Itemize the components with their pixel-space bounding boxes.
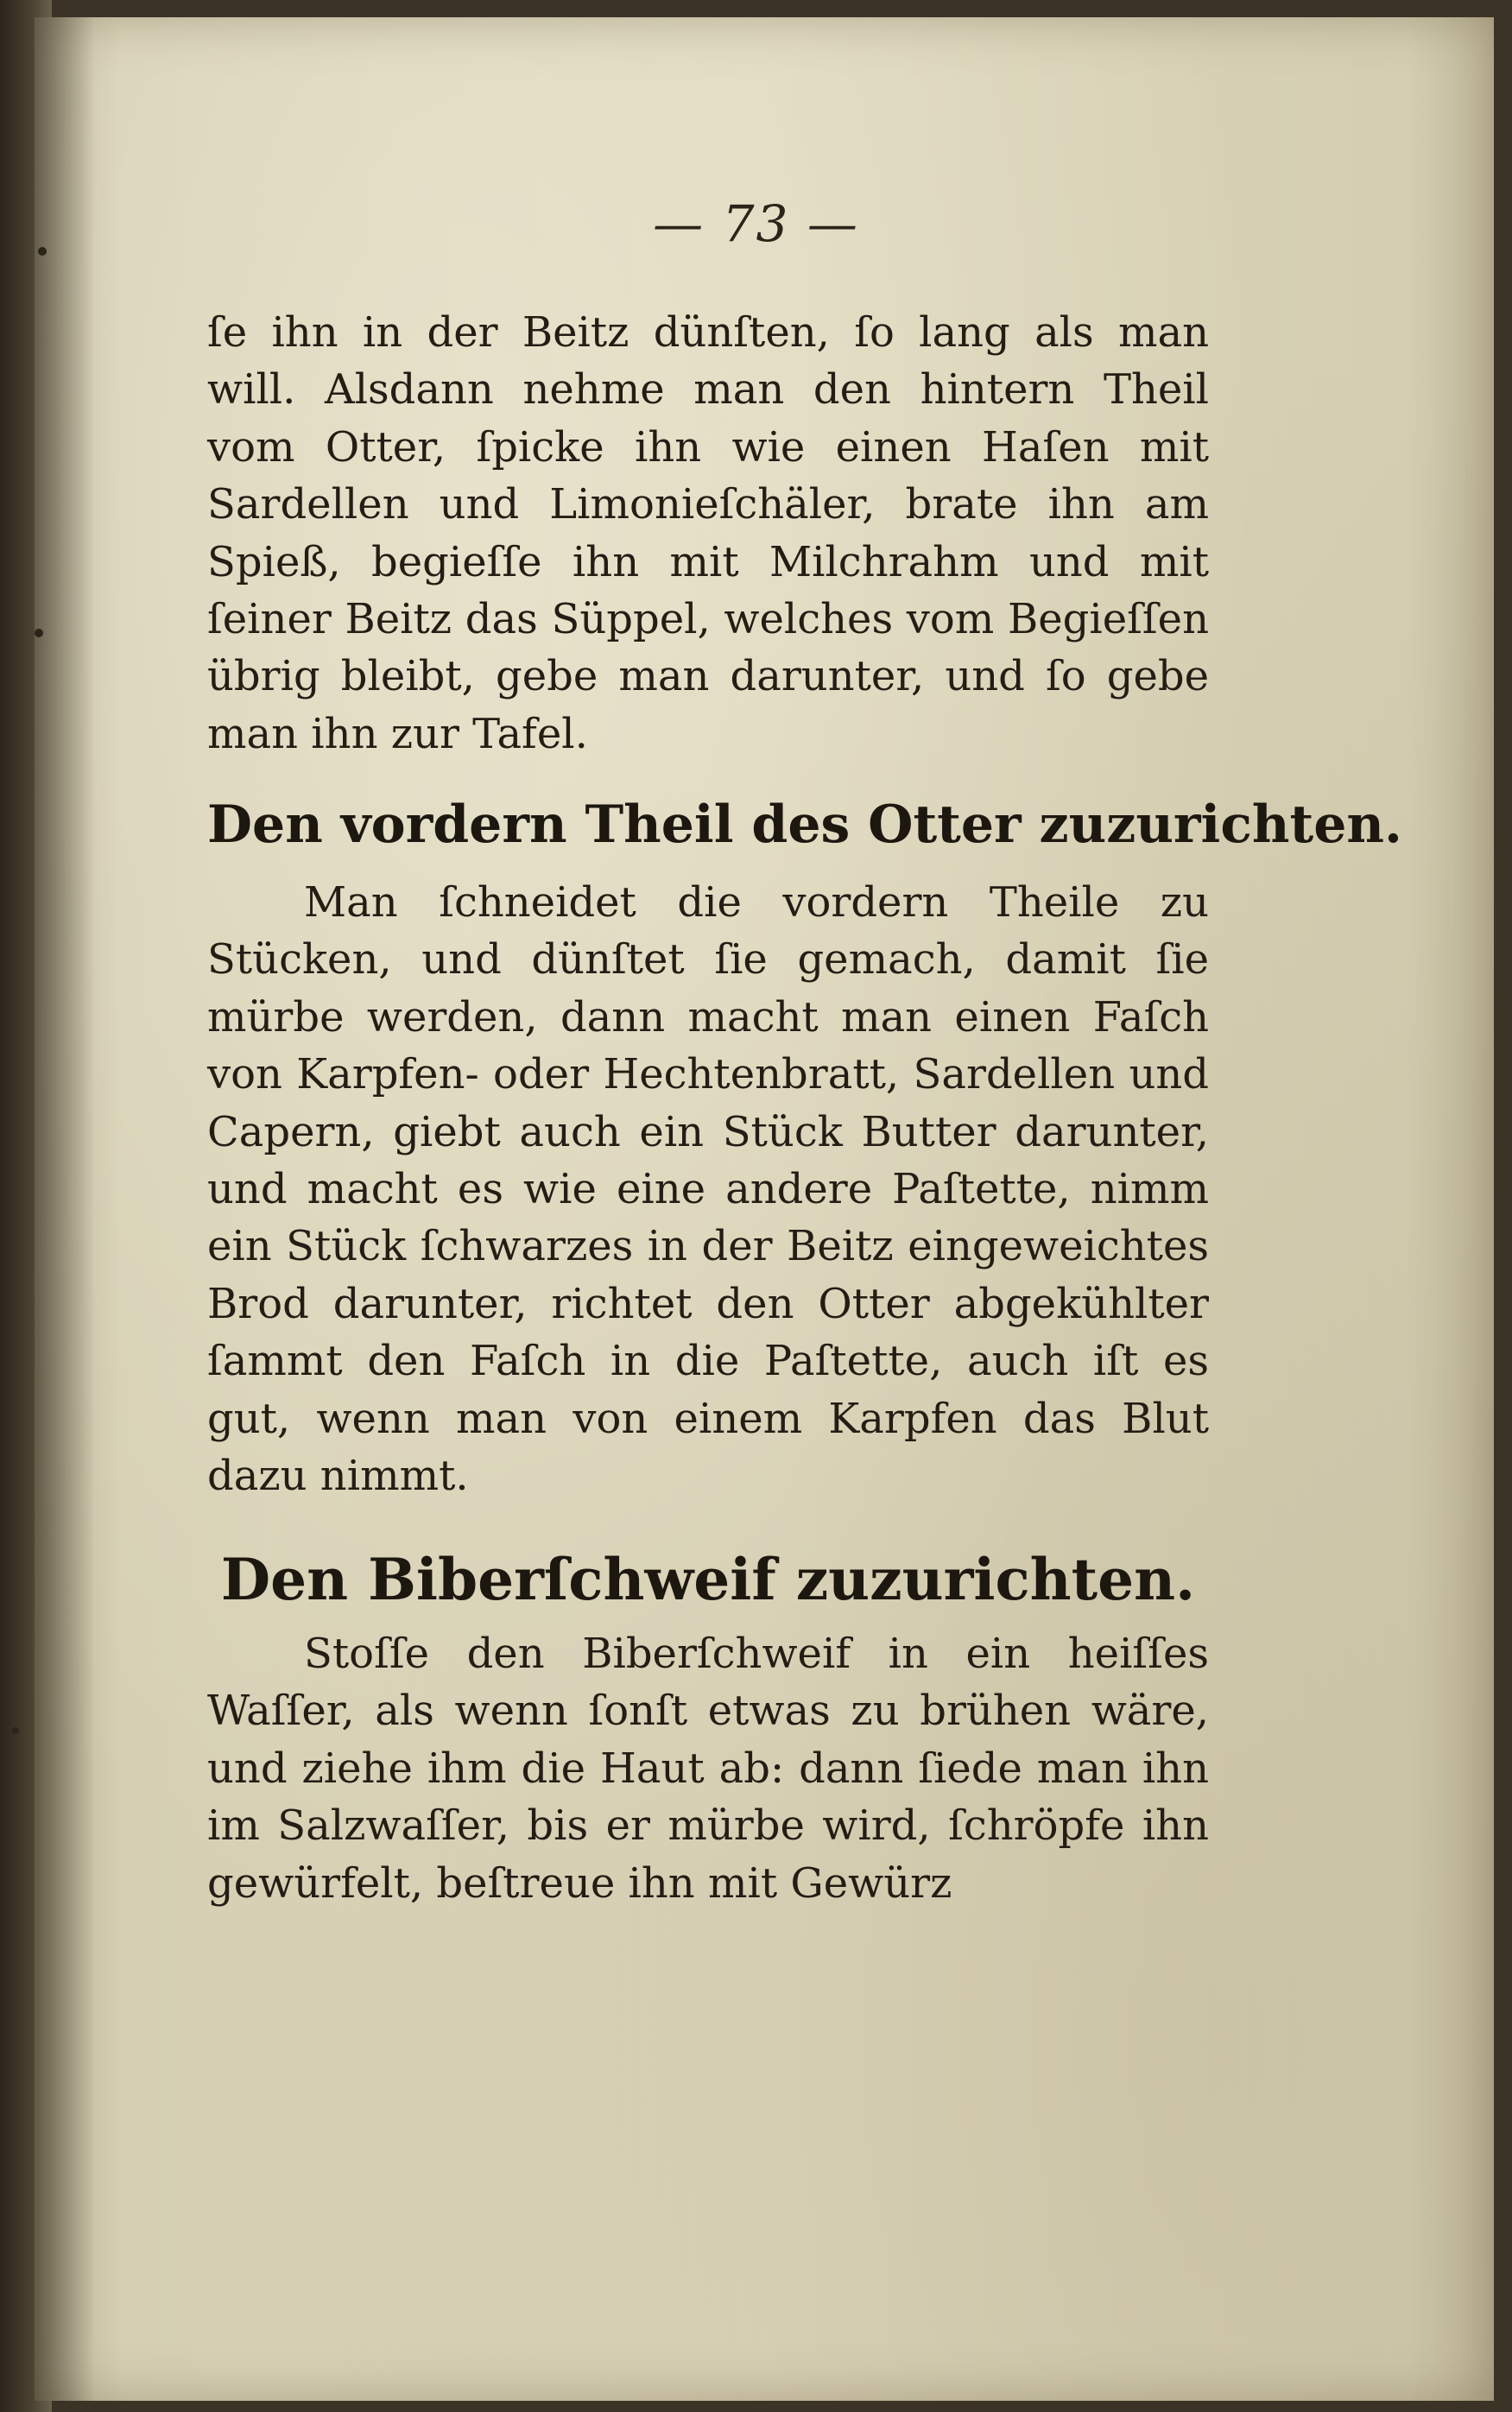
ink-speck [12, 1727, 19, 1734]
section-body-beaver-tail-text: Stoſſe den Biberſchweif in ein heiſſes Waſſer, als wenn ſonſt etwas zu brühen wäre, und ziehe ihm die Haut ab: dann ſiede man ihn im Salzwaſſer, bis er mürbe wird, ſchröpfe ihn gewürfelt, beſtreue ihn mit Gewürz [207, 1630, 1209, 1908]
ink-speck [35, 629, 43, 637]
section-body-otter-front-text: Man ſchneidet die vordern Theile zu Stücken, und dünſtet ſie gemach, damit ſie mürbe werden, dann macht man einen Faſch von Karpfen- oder Hechtenbratt, Sardellen und Capern, giebt auch ein Stück Butter darunter, und macht es wie eine andere Paſtette, nimm ein Stück ſchwarzes in der Beitz eingeweichtes Brod darunter, richtet den Otter abgekühlter ſammt den Faſch in die Paſtette, auch iſt es gut, wenn man von einem Karpfen das Blut dazu nimmt. [207, 878, 1209, 1501]
section-heading-beaver-tail: Den Biberſchweif zuzurichten. [220, 1546, 1196, 1613]
section-body-otter-front [207, 874, 1209, 1504]
intro-paragraph-text: ſe ihn in der Beitz dünſten, ſo lang als man will. Alsdann nehme man den hintern Theil vom Otter, ſpicke ihn wie einen Haſen mit Sardellen und Limonieſchäler, brate ihn am Spieß, begieſſe ihn mit Milchrahm und mit ſeiner Beitz das Süppel, welches vom Begieſſen übrig bleibt, gebe man darunter, und ſo gebe man ihn zur Tafel. [207, 308, 1209, 758]
page-number: — 73 — [653, 194, 859, 253]
section-heading-otter-front: Den vordern Theil des Otter zuzurichten. [207, 795, 1402, 855]
section-body-beaver-tail [207, 1625, 1209, 1912]
intro-paragraph [207, 304, 1209, 763]
page-gutter-shadow [35, 17, 95, 2401]
